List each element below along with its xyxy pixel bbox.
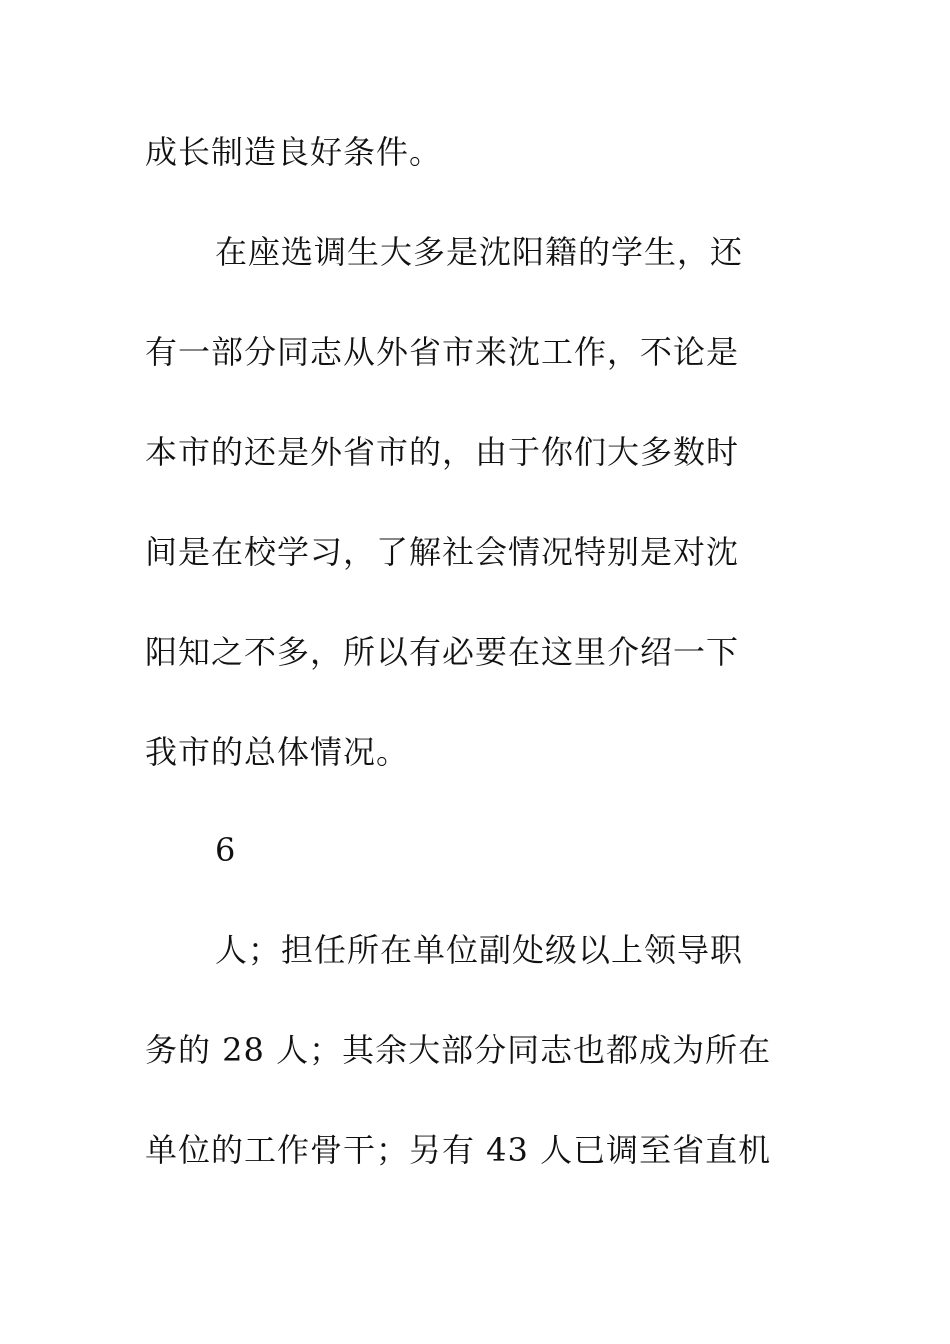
text-line-2: 在座选调生大多是沈阳籍的学生，还 [215, 233, 744, 271]
text-line-9: 人；担任所在单位副处级以上领导职 [215, 931, 744, 969]
text-line-7: 我市的总体情况。 [145, 733, 410, 771]
text-line-4: 本市的还是外省市的，由于你们大多数时 [145, 433, 740, 471]
text-line-5: 间是在校学习，了解社会情况特别是对沈 [145, 533, 740, 571]
text-line-8: 6 [215, 831, 237, 869]
text-line-6: 阳知之不多，所以有必要在这里介绍一下 [145, 633, 740, 671]
text-line-1: 成长制造良好条件。 [145, 133, 443, 171]
text-line-11: 单位的工作骨干；另有 43 人已调至省直机 [145, 1131, 772, 1169]
text-line-10: 务的 28 人；其余大部分同志也都成为所在 [145, 1031, 772, 1069]
text-line-3: 有一部分同志从外省市来沈工作，不论是 [145, 333, 740, 371]
